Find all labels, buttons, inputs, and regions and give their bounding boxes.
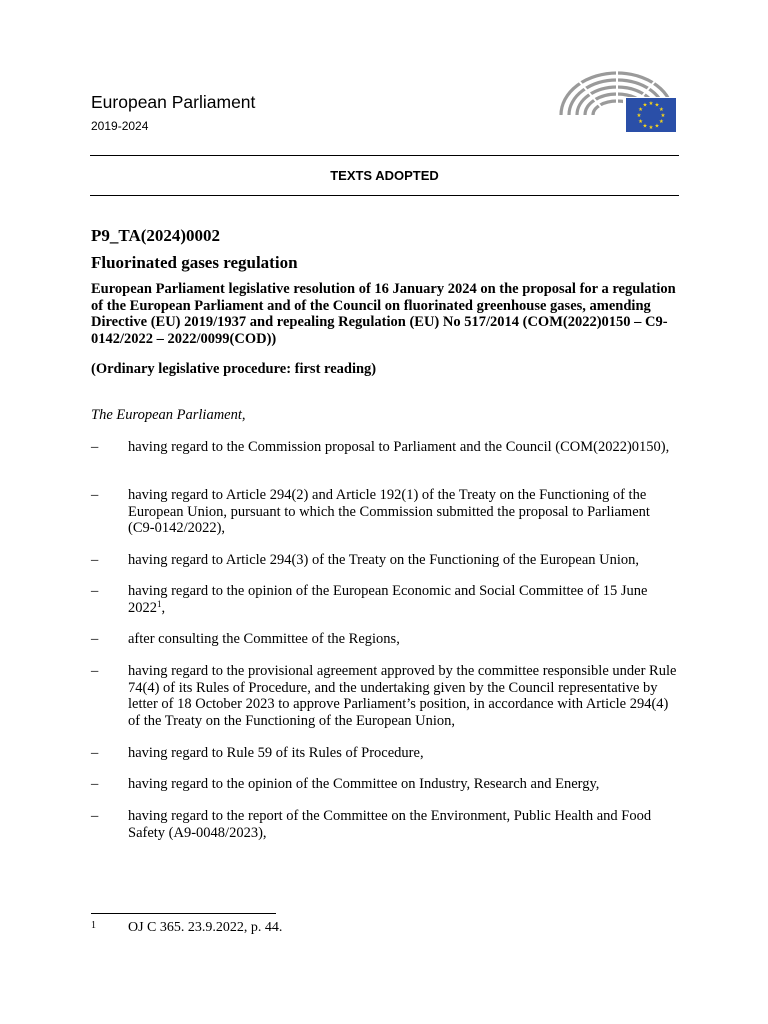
- header-bottom-rule: [90, 195, 679, 196]
- citation-text: having regard to the opinion of the Committee on Industry, Research and Energy,: [128, 776, 600, 792]
- european-parliament-logo-icon: [557, 67, 677, 135]
- svg-text:★: ★: [642, 123, 648, 130]
- citation-text: having regard to the provisional agreement approved by the committee responsible under Rule 74(4) of its Rules of Procedure, and the undertaking given by the Council representative by letter of 18 October 2023 to approve Parliament’s position, in accordance with Article 294(4) of the Treaty on the Functioning of the European Union,: [128, 663, 677, 729]
- svg-text:★: ★: [638, 107, 644, 113]
- section-label: TEXTS ADOPTED: [330, 168, 439, 183]
- dash-marker: –: [91, 663, 99, 679]
- footnote-number: 1: [91, 920, 96, 931]
- parliamentary-term: 2019-2024: [91, 119, 149, 133]
- svg-text:★: ★: [654, 102, 660, 109]
- footnote-reference[interactable]: 1: [157, 598, 162, 609]
- citation-text: having regard to Article 294(3) of the Treaty on the Functioning of the European Union,: [128, 552, 640, 568]
- dash-marker: –: [91, 583, 99, 599]
- svg-text:★: ★: [636, 113, 642, 119]
- citation-punctuation: ,: [161, 599, 166, 616]
- dash-marker: –: [91, 439, 99, 455]
- footnote-text: OJ C 365. 23.9.2022, p. 44.: [128, 920, 283, 935]
- dash-marker: –: [91, 487, 99, 503]
- svg-text:★: ★: [660, 113, 666, 119]
- svg-text:★: ★: [658, 119, 664, 125]
- citation-text: having regard to the Commission proposal to Parliament and the Council (COM(2022)0150),: [128, 439, 670, 455]
- citation-text-with-footnote: [128, 583, 680, 616]
- svg-text:★: ★: [658, 107, 664, 113]
- header-top-rule: [90, 155, 679, 156]
- footnote-separator: [91, 913, 276, 914]
- procedure-note: (Ordinary legislative procedure: first reading): [91, 361, 377, 377]
- resolution-heading: European Parliament legislative resolution of 16 January 2024 on the proposal for a regulation of the European Parliament and of the Council on fluorinated greenhouse gases, amending Directive (EU) 2019/1937 and repealing Regulation (EU) No 517/2014 (COM(2022)0150 – C9-0142/2022 – 2022/0099(COD)): [91, 281, 676, 347]
- svg-text:★: ★: [648, 125, 654, 131]
- document-reference: P9_TA(2024)0002: [91, 226, 221, 245]
- intro-phrase: The European Parliament,: [91, 407, 246, 423]
- citation-text: having regard to the report of the Committee on the Environment, Public Health and Food Safety (A9-0048/2023),: [128, 808, 652, 841]
- dash-marker: –: [91, 631, 99, 647]
- dash-marker: –: [91, 745, 99, 761]
- citation-text: having regard to the opinion of the European Economic and Social Committee of 15 June 2022: [128, 583, 648, 616]
- citation-text: having regard to Rule 59 of its Rules of Procedure,: [128, 745, 424, 761]
- document-title: Fluorinated gases regulation: [91, 253, 298, 272]
- citation-text: having regard to Article 294(2) and Article 192(1) of the Treaty on the Functioning of the European Union, pursuant to which the Commission submitted the proposal to Parliament (C9-0142/2022),: [128, 487, 650, 536]
- svg-text:★: ★: [642, 102, 648, 109]
- svg-text:★: ★: [648, 101, 654, 107]
- dash-marker: –: [91, 808, 99, 824]
- dash-marker: –: [91, 552, 99, 568]
- svg-text:★: ★: [654, 123, 660, 130]
- dash-marker: –: [91, 776, 99, 792]
- institution-name: European Parliament: [91, 92, 256, 112]
- citation-text: after consulting the Committee of the Regions,: [128, 631, 400, 647]
- svg-text:★: ★: [638, 119, 644, 125]
